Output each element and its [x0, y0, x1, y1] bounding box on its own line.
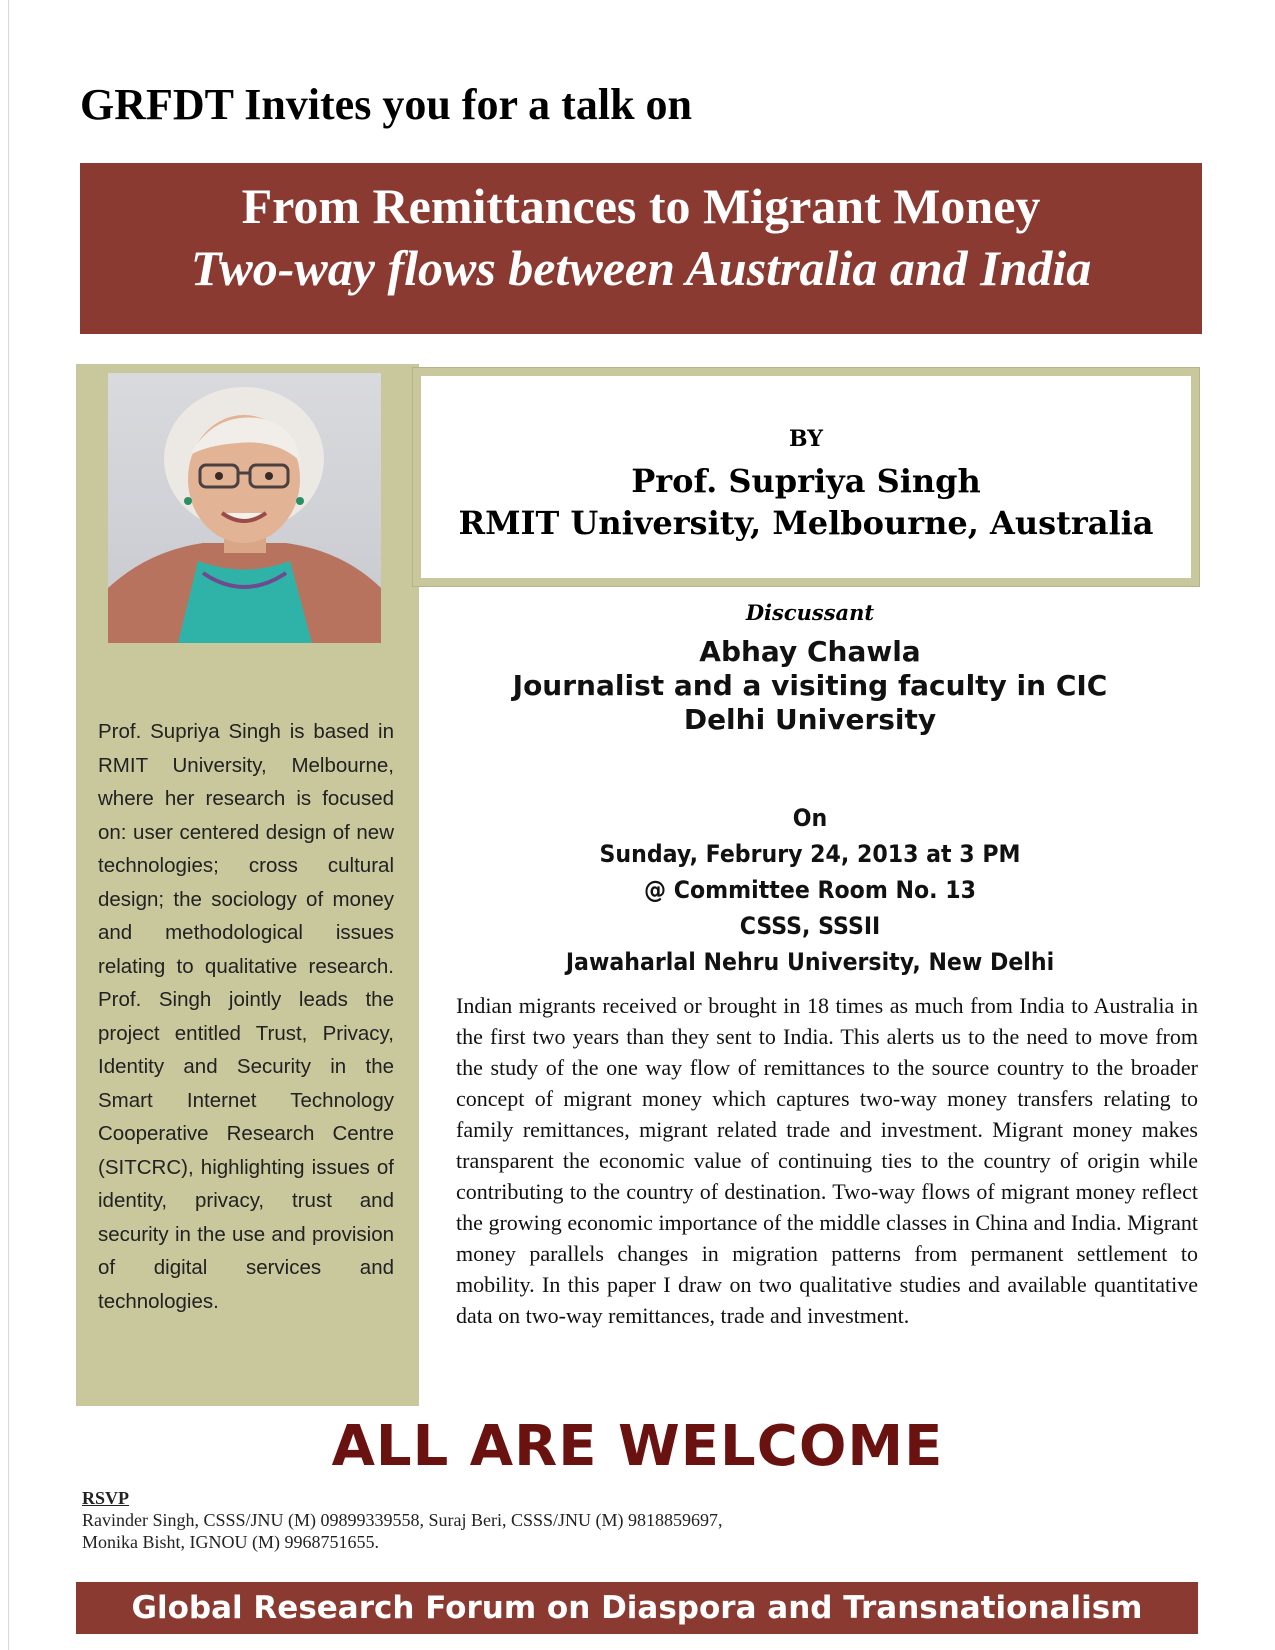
- discussant-details: [430, 635, 1190, 737]
- portrait-illustration: [108, 373, 381, 643]
- speaker-name: Prof. Supriya Singh: [631, 462, 981, 500]
- speaker-affiliation: RMIT University, Melbourne, Australia: [458, 504, 1154, 542]
- speaker-portrait: [108, 373, 381, 643]
- invite-heading: GRFDT Invites you for a talk on: [80, 80, 693, 129]
- speaker-bio: Prof. Supriya Singh is based in RMIT University, Melbourne, where her research is focused on: user centered design of new technologies; cross cultural design; the sociology of money and methodological issues relating to qualitative research. Prof. Singh jointly leads the project entitled Trust, Privacy, Identity and Security in the Smart Internet Technology Cooperative Research Centre (SITCRC), highlighting issues of identity, privacy, trust and security in the use and provision of digital services and technologies.: [98, 720, 394, 1313]
- speaker-box-inner: [421, 376, 1191, 578]
- title-banner: [80, 163, 1202, 334]
- talk-subtitle: Two-way flows between Australia and India: [190, 240, 1092, 296]
- discussant-label: Discussant: [745, 600, 875, 625]
- footer-banner: Global Research Forum on Diaspora and Transnationalism: [76, 1582, 1198, 1634]
- talk-abstract: Indian migrants received or brought in 18 times as much from India to Australia in the first two years than they sent to India. This alerts us to the need to move from the study of the one way flow of remittances to the source country to the broader concept of migrant money which captures two-way money transfers relating to family remittances, migrant related trade and investment. Migrant money makes transparent the economic value of continuing ties to the country of origin while contributing to the country of destination. Two-way flows of migrant money reflect the growing economic importance of the middle classes in China and India. Migrant money parallels changes in migration patterns from permanent settlement to mobility. In this paper I draw on two qualitative studies and available quantitative data on two-way remittances, trade and investment.: [456, 993, 1198, 1328]
- event-on-label: On: [792, 804, 828, 832]
- discussant-role: Journalist and a visiting faculty in CIC: [512, 669, 1108, 702]
- talk-title: From Remittances to Migrant Money: [241, 178, 1041, 234]
- speaker-sidebar: [76, 364, 419, 1406]
- page-edge-rule: [8, 0, 9, 1650]
- speaker-box: [412, 367, 1200, 587]
- event-centre: CSSS, SSSII: [739, 912, 881, 940]
- event-room: @ Committee Room No. 13: [644, 876, 976, 904]
- event-details: [460, 800, 1159, 980]
- rsvp-label: RSVP: [82, 1488, 130, 1508]
- event-datetime: Sunday, Februry 24, 2013 at 3 PM: [599, 840, 1021, 868]
- rsvp-contacts-line-1: Ravinder Singh, CSSS/JNU (M) 09899339558, Suraj Beri, CSSS/JNU (M) 9818859697,: [82, 1510, 723, 1530]
- discussant-name: Abhay Chawla: [699, 635, 921, 668]
- discussant-institution: Delhi University: [683, 703, 937, 736]
- event-university: Jawaharlal Nehru University, New Delhi: [565, 948, 1055, 976]
- welcome-banner: ALL ARE WELCOME: [331, 1414, 944, 1479]
- by-label: BY: [789, 426, 823, 452]
- rsvp-contacts-line-2: Monika Bisht, IGNOU (M) 9968751655.: [82, 1532, 379, 1552]
- rsvp-section: [82, 1487, 1082, 1553]
